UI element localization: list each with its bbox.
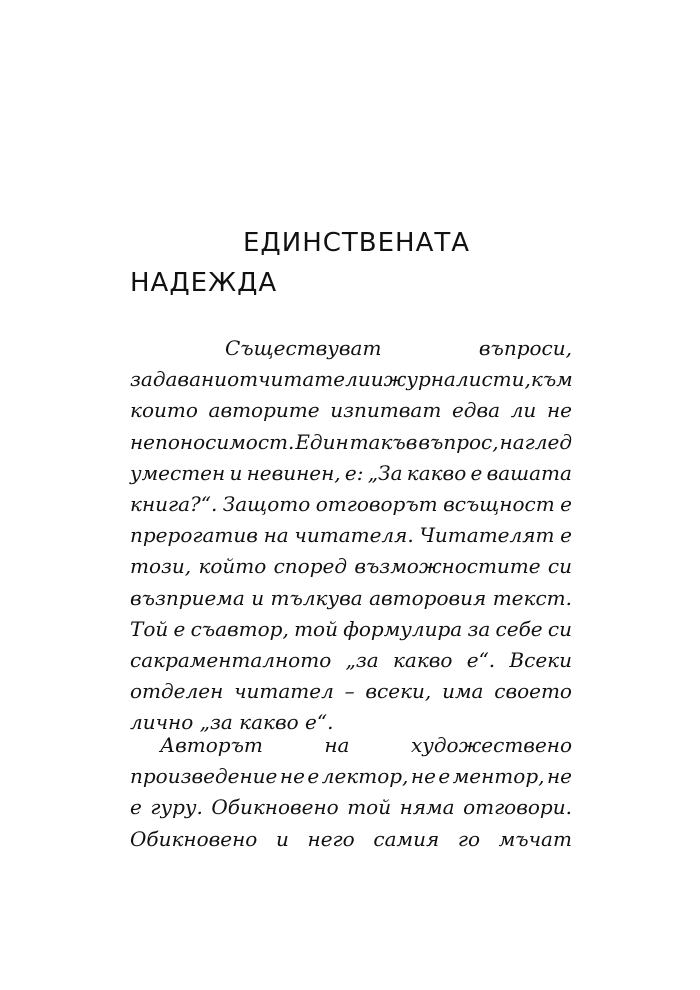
text-line [130, 824, 572, 855]
word: е [560, 491, 572, 516]
word: читатели [258, 367, 371, 392]
word: книга?“. [130, 491, 218, 516]
word: Авторът [160, 733, 263, 757]
word: Обикновено [211, 795, 339, 820]
word: прерогатив [130, 523, 258, 548]
word: който [198, 554, 267, 579]
word: лично „за какво е“. [130, 710, 334, 735]
word: на [324, 733, 350, 757]
word: отговори. [463, 795, 572, 820]
word: всеки, [365, 679, 432, 704]
word: ли [510, 398, 537, 423]
word: няма [399, 795, 455, 820]
word: на [263, 523, 289, 548]
word: ментор, [452, 764, 545, 789]
word: авторовия [369, 585, 487, 610]
word: той [347, 795, 392, 820]
chapter-title-line-2: НАДЕЖДА [130, 268, 278, 298]
word: „за [345, 647, 379, 672]
word: и [229, 460, 243, 485]
word: възприема [130, 585, 245, 610]
word: Читателят [419, 523, 555, 548]
text-line [130, 583, 572, 614]
word: и [276, 826, 289, 851]
word: уместен [130, 460, 226, 485]
word: е [560, 523, 572, 548]
word: е [173, 616, 186, 641]
word: всъщност [443, 491, 555, 516]
word: тълкува [270, 585, 363, 610]
text-line [130, 676, 572, 707]
word: сакраменталното [130, 647, 332, 672]
word: читателя. [294, 523, 414, 548]
text-line [130, 645, 572, 676]
text-line [130, 427, 572, 458]
word: какво [406, 460, 467, 485]
word: читател [234, 679, 334, 704]
word: е [438, 764, 451, 789]
word: задавани [130, 367, 228, 392]
word: има [442, 679, 484, 704]
word: Всеки [509, 647, 572, 672]
word: такъв [349, 429, 418, 454]
word: които [130, 398, 198, 423]
word: е [470, 460, 483, 485]
word: – [344, 679, 355, 704]
word: „За [367, 460, 403, 485]
word: Един [295, 429, 349, 454]
word: вашата [486, 460, 572, 485]
word: въпрос, [418, 429, 499, 454]
word: и [370, 367, 384, 392]
word: непоносимост. [130, 429, 295, 454]
word: себе [495, 616, 543, 641]
word: формулира [343, 616, 463, 641]
word: художествено [410, 733, 572, 757]
word: е [307, 764, 320, 789]
text-line [130, 792, 572, 823]
word: наглед [499, 429, 572, 454]
word: възможностите [354, 554, 541, 579]
word: мъчат [498, 826, 572, 851]
text-line [130, 761, 572, 792]
word: своето [494, 679, 572, 704]
word: самия [373, 826, 440, 851]
word: текст. [492, 585, 572, 610]
word: не [410, 764, 436, 789]
text-line [130, 333, 572, 364]
text-line [130, 730, 572, 761]
word: си [547, 616, 572, 641]
word: към [530, 367, 573, 392]
word: журналисти, [383, 367, 531, 392]
text-line [130, 458, 572, 489]
word: едва [451, 398, 501, 423]
word: не [279, 764, 305, 789]
word: изпитват [330, 398, 442, 423]
word: авторите [208, 398, 320, 423]
word: е“. [466, 647, 496, 672]
word: не [546, 764, 572, 789]
word: този, [130, 554, 192, 579]
paragraph-2 [130, 730, 572, 855]
word: той [294, 616, 338, 641]
word: отговорът [315, 491, 438, 516]
word: него [307, 826, 355, 851]
word: според [273, 554, 348, 579]
chapter-title-line-1: ЕДИНСТВЕНАТА [243, 228, 471, 258]
word: Обикновено [130, 826, 258, 851]
word: си [547, 554, 572, 579]
word: Защото [222, 491, 311, 516]
word: гуру. [150, 795, 203, 820]
word: и [251, 585, 265, 610]
word: какво [392, 647, 453, 672]
text-line [130, 614, 572, 645]
word: Той [130, 616, 169, 641]
text-line [130, 489, 572, 520]
word: е [130, 795, 142, 820]
word: отделен [130, 679, 224, 704]
text-line [130, 520, 572, 551]
word: лектор, [321, 764, 409, 789]
word: не [546, 398, 572, 423]
word: го [457, 826, 481, 851]
paragraph-1 [130, 333, 572, 738]
text-line [130, 364, 572, 395]
word: за [467, 616, 491, 641]
word: Съществуват [225, 336, 382, 360]
text-line [130, 395, 572, 426]
word: произведение [130, 764, 278, 789]
word: е: [344, 460, 364, 485]
word: съавтор, [190, 616, 289, 641]
word: от [227, 367, 259, 392]
text-line [130, 551, 572, 582]
word: невинен, [246, 460, 341, 485]
word: въпроси, [478, 336, 572, 360]
